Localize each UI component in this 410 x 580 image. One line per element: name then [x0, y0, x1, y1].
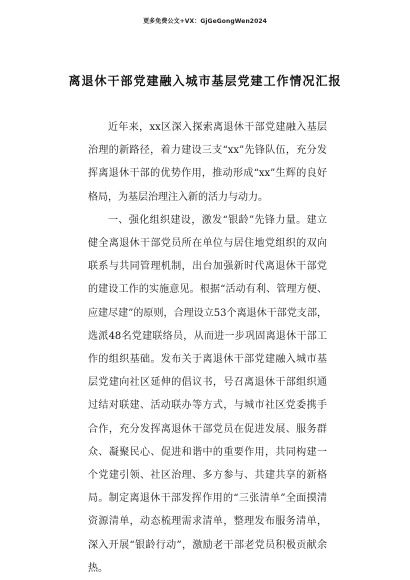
header-note: 更多免费公文+VX：GjGeGongWen2024	[143, 18, 267, 25]
document-title: 离退休干部党建融入城市基层党建工作情况汇报	[68, 74, 342, 88]
document-body	[88, 116, 327, 580]
paragraph-section-one: 一、强化组织建设，激发“银龄”先锋力量。建立健全离退休干部党员所在单位与居住地党组织的双向联系与共同管理机制，出台加强新时代离退休干部党的建设工作的实施意见。根据“活动有利、管理方便、应建尽建”的原则，合理设立53个离退休干部党支部，选派48名党建联络员，从而进一步巩固离退休干部工作的组织基础。发布关于离退休干部党建融入城市基层党建向社区延伸的倡议书，号召离退休干部组织通过结对联建、活动联办等方式，与城市社区党委携手合作，充分发挥离退休干部党员在促进发展、服务群众、凝聚民心、促进和谐中的重要作用，共同构建一个党建引领、社区治理、多方参与、共建共享的新格局。制定离退休干部发挥作用的“三张清单”全面摸清资源清单，动态梳理需求清单，整理发布服务清单，深入开展“银龄行动”，激励老干部老党员积极贡献余热。	[88, 214, 327, 574]
paragraph-intro: 近年来，xx区深入探索离退休干部党建融入基层治理的新路径，着力建设三支“xx”先锋队伍，充分发挥离退休干部的优势作用，推动形成“xx”生辉的良好格局，为基层治理注入新的活力与动力。	[88, 122, 327, 203]
